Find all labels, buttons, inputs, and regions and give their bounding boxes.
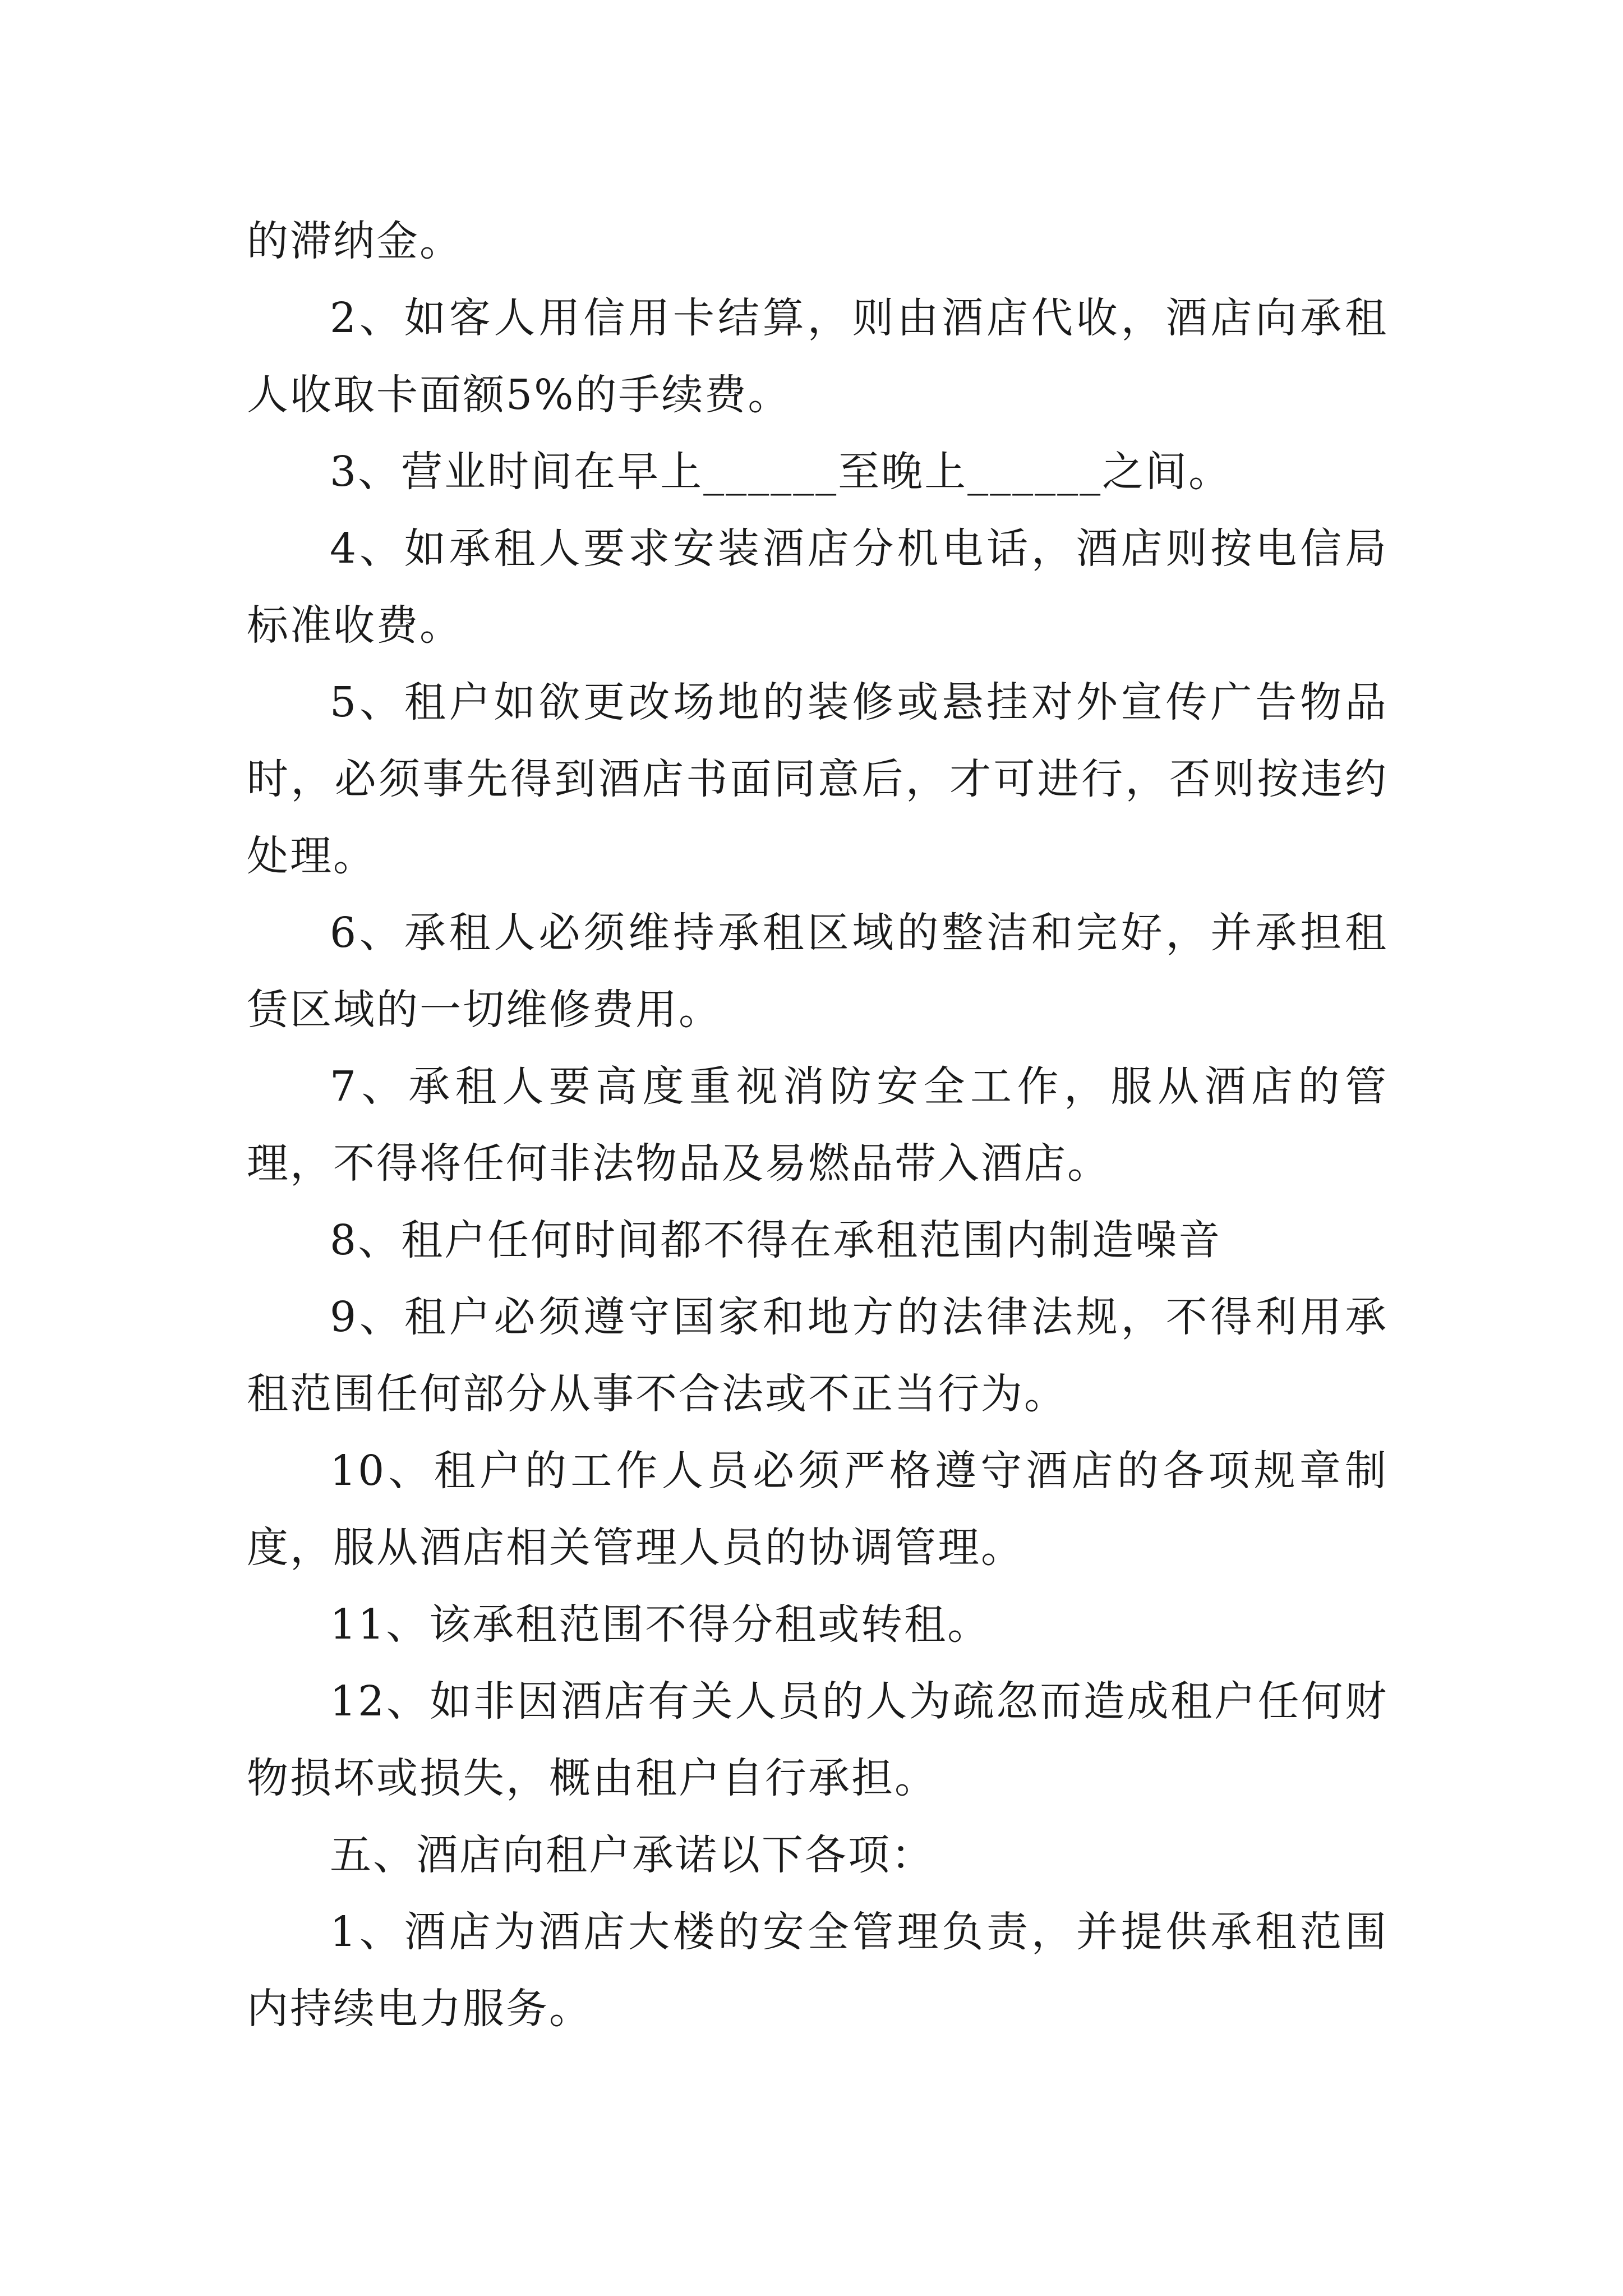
paragraph-clause-5: 5、租户如欲更改场地的装修或悬挂对外宣传广告物品时，必须事先得到酒店书面同意后，才可进行，否则按违约处理。 <box>247 678 1388 880</box>
document-body <box>247 203 1388 2047</box>
paragraph-clause-6: 6、承租人必须维持承租区域的整洁和完好，并承担租赁区域的一切维修费用。 <box>247 909 1388 1034</box>
paragraph-commitment-1: 1、酒店为酒店大楼的安全管理负责，并提供承租范围内持续电力服务。 <box>247 1908 1388 2033</box>
paragraph-clause-4: 4、如承租人要求安装酒店分机电话，酒店则按电信局标准收费。 <box>247 524 1388 650</box>
paragraph-clause-11: 11、该承租范围不得分租或转租。 <box>330 1600 991 1649</box>
paragraph-clause-12: 12、如非因酒店有关人员的人为疏忽而造成租户任何财物损坏或损失，概由租户自行承担。 <box>247 1677 1388 1802</box>
paragraph-clause-3: 3、营业时间在早上______至晚上______之间。 <box>330 448 1232 496</box>
paragraph-clause-9: 9、租户必须遵守国家和地方的法律法规，不得利用承租范围任何部分从事不合法或不正当行为。 <box>247 1293 1388 1418</box>
paragraph-clause-2: 2、如客人用信用卡结算，则由酒店代收，酒店向承租人收取卡面额5%的手续费。 <box>247 294 1388 419</box>
paragraph-late-fee-end: 的滞纳金。 <box>247 217 463 265</box>
section-heading-hotel-commitments: 五、酒店向租户承诺以下各项： <box>330 1831 934 1879</box>
paragraph-clause-7: 7、承租人要高度重视消防安全工作，服从酒店的管理，不得将任何非法物品及易燃品带入酒店。 <box>247 1062 1388 1188</box>
paragraph-clause-10: 10、租户的工作人员必须严格遵守酒店的各项规章制度，服从酒店相关管理人员的协调管理。 <box>247 1447 1388 1572</box>
paragraph-clause-8: 8、租户任何时间都不得在承租范围内制造噪音 <box>330 1216 1222 1264</box>
